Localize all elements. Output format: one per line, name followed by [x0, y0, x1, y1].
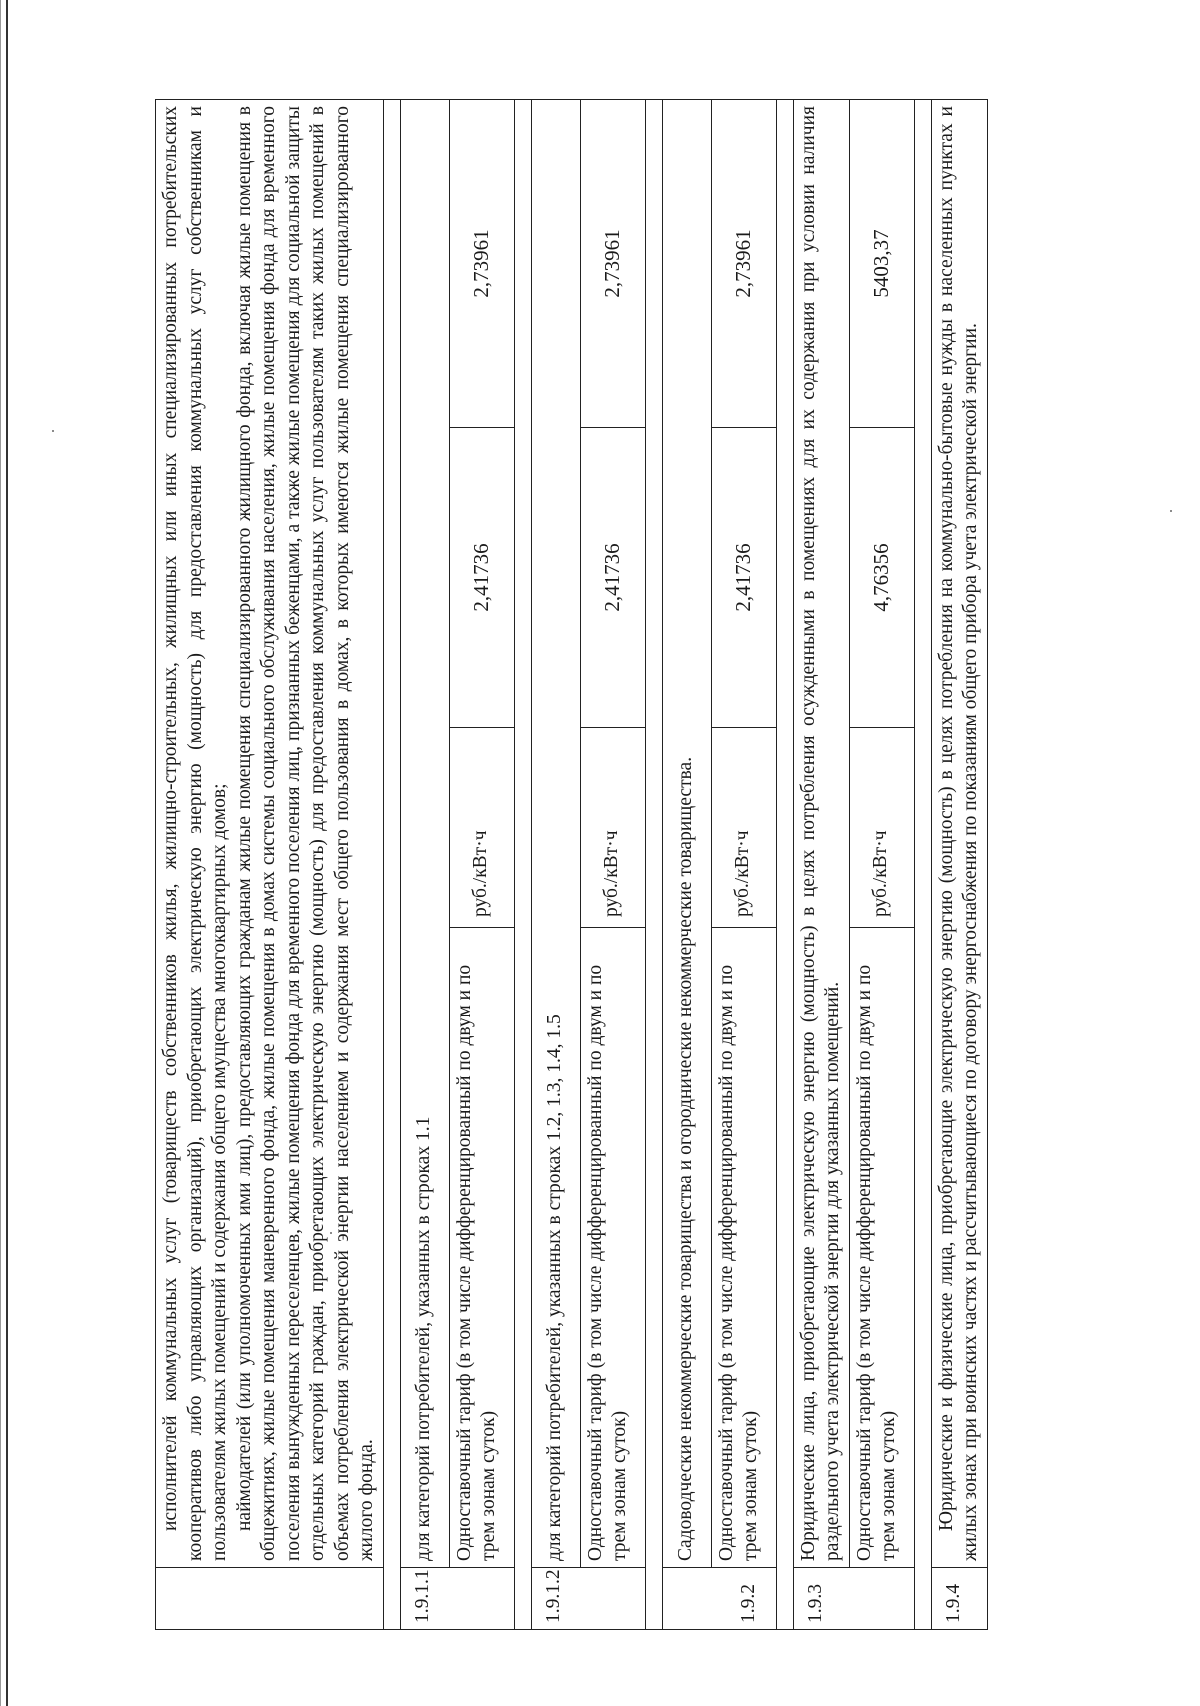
tariff-row: [449, 100, 514, 1630]
unit-cell: руб./кВт·ч: [711, 728, 776, 928]
value-period-1: 2,41736: [449, 428, 514, 728]
spacer-row: [914, 100, 931, 1630]
row-number: 1.9.3: [793, 1568, 914, 1630]
spacer-row: [514, 100, 531, 1630]
value-period-2: 2,73961: [711, 100, 776, 428]
tariff-row: [849, 100, 914, 1630]
row-title: для категорий потребителей, указанных в строках 1.2, 1.3, 1.4, 1.5: [531, 100, 580, 1568]
intro-para-2: наймодателей (или уполномоченных ими лиц), предоставляющих гражданам жилые помещения специализированного жилищного фонда, включая жилые помещения в общежитиях, жилые помещения маневренного фонда, жилые помещения в домах системы социального обслуживания населения, жилые помещения фонда для временного поселения вынужденных переселенцев, жилые помещения фонда для временного поселения лиц, признанных беженцами, а также жилые помещения для социальной защиты отдельных категорий граждан, приобретающих электрическую энергию (мощность) для предоставления коммунальных услуг пользователям таких жилых помещений в объемах потребления электрической энергии населением и содержания мест общего пользования в домах, в которых имеются жилые помещения специализированного жилого фонда.: [233, 106, 377, 1561]
row-1-9-4: [931, 100, 987, 1630]
tariff-label: Одноставочный тариф (в том числе дифференцированный по двум и по трем зонам суток): [849, 928, 914, 1568]
value-period-1: 4,76356: [849, 428, 914, 728]
row-number: 1.9.2: [662, 1568, 776, 1630]
rotated-page: [155, 100, 1055, 1630]
scan-speck: [1170, 510, 1172, 512]
value-period-2: 5403,37: [849, 100, 914, 428]
spacer-row: [776, 100, 793, 1630]
unit-cell: руб./кВт·ч: [849, 728, 914, 928]
row-title: Юридические лица, приобретающие электрическую энергию (мощность) в целях потребления осужденными в помещениях для их содержания при условии наличия раздельного учета электрической энергии для указанных помещений.: [793, 100, 849, 1568]
unit-cell: руб./кВт·ч: [449, 728, 514, 928]
intro-row: [156, 100, 384, 1630]
scan-edge: [6, 0, 8, 1706]
intro-cell: [156, 100, 384, 1568]
row-title: Садоводческие некоммерческие товарищества и огороднические некоммерческие товарищества.: [662, 100, 711, 1568]
row-number: 1.9.1.2: [531, 1568, 645, 1630]
value-period-1: 2,41736: [711, 428, 776, 728]
intro-num-cell: [156, 1568, 384, 1630]
tariff-label: Одноставочный тариф (в том числе дифференцированный по двум и по трем зонам суток): [449, 928, 514, 1568]
tariff-table: [155, 99, 988, 1630]
row-title: Юридические и физические лица, приобретающие электрическую энергию (мощность) в целях потребления на коммунально-бытовые нужды в населенных пунктах и жилых зонах при воинских частях и рассчитывающиеся по договору энергоснабжения по показаниям общего прибора учета электрической энергии.: [931, 100, 987, 1568]
row-1-9-1-2: [531, 100, 580, 1630]
spacer-row: [645, 100, 662, 1630]
tariff-label: Одноставочный тариф (в том числе дифференцированный по двум и по трем зонам суток): [711, 928, 776, 1568]
row-number: 1.9.4: [931, 1568, 987, 1630]
tariff-label: Одноставочный тариф (в том числе дифференцированный по двум и по трем зонам суток): [580, 928, 645, 1568]
value-period-1: 2,41736: [580, 428, 645, 728]
scan-speck: [52, 430, 54, 432]
unit-cell: руб./кВт·ч: [580, 728, 645, 928]
tariff-row: [580, 100, 645, 1630]
spacer-row: [383, 100, 400, 1630]
scan-edge-outer: [0, 0, 1, 1706]
tariff-row: [711, 100, 776, 1630]
row-title: для категорий потребителей, указанных в строках 1.1: [400, 100, 449, 1568]
value-period-2: 2,73961: [449, 100, 514, 428]
value-period-2: 2,73961: [580, 100, 645, 428]
intro-para-1: исполнителей коммунальных услуг (товариществ собственников жилья, жилищно-строительных, жилищных или иных специализированных потребительских кооперативов либо управляющих организаций), приобретающих электрическую энергию (мощность) для предоставления коммунальных услуг собственникам и пользователям жилых помещений и содержания общего имущества многоквартирных домов;: [160, 106, 230, 1561]
row-1-9-3: [793, 100, 849, 1630]
row-number: 1.9.1.1: [400, 1568, 514, 1630]
row-1-9-2: [662, 100, 711, 1630]
row-1-9-1-1: [400, 100, 449, 1630]
